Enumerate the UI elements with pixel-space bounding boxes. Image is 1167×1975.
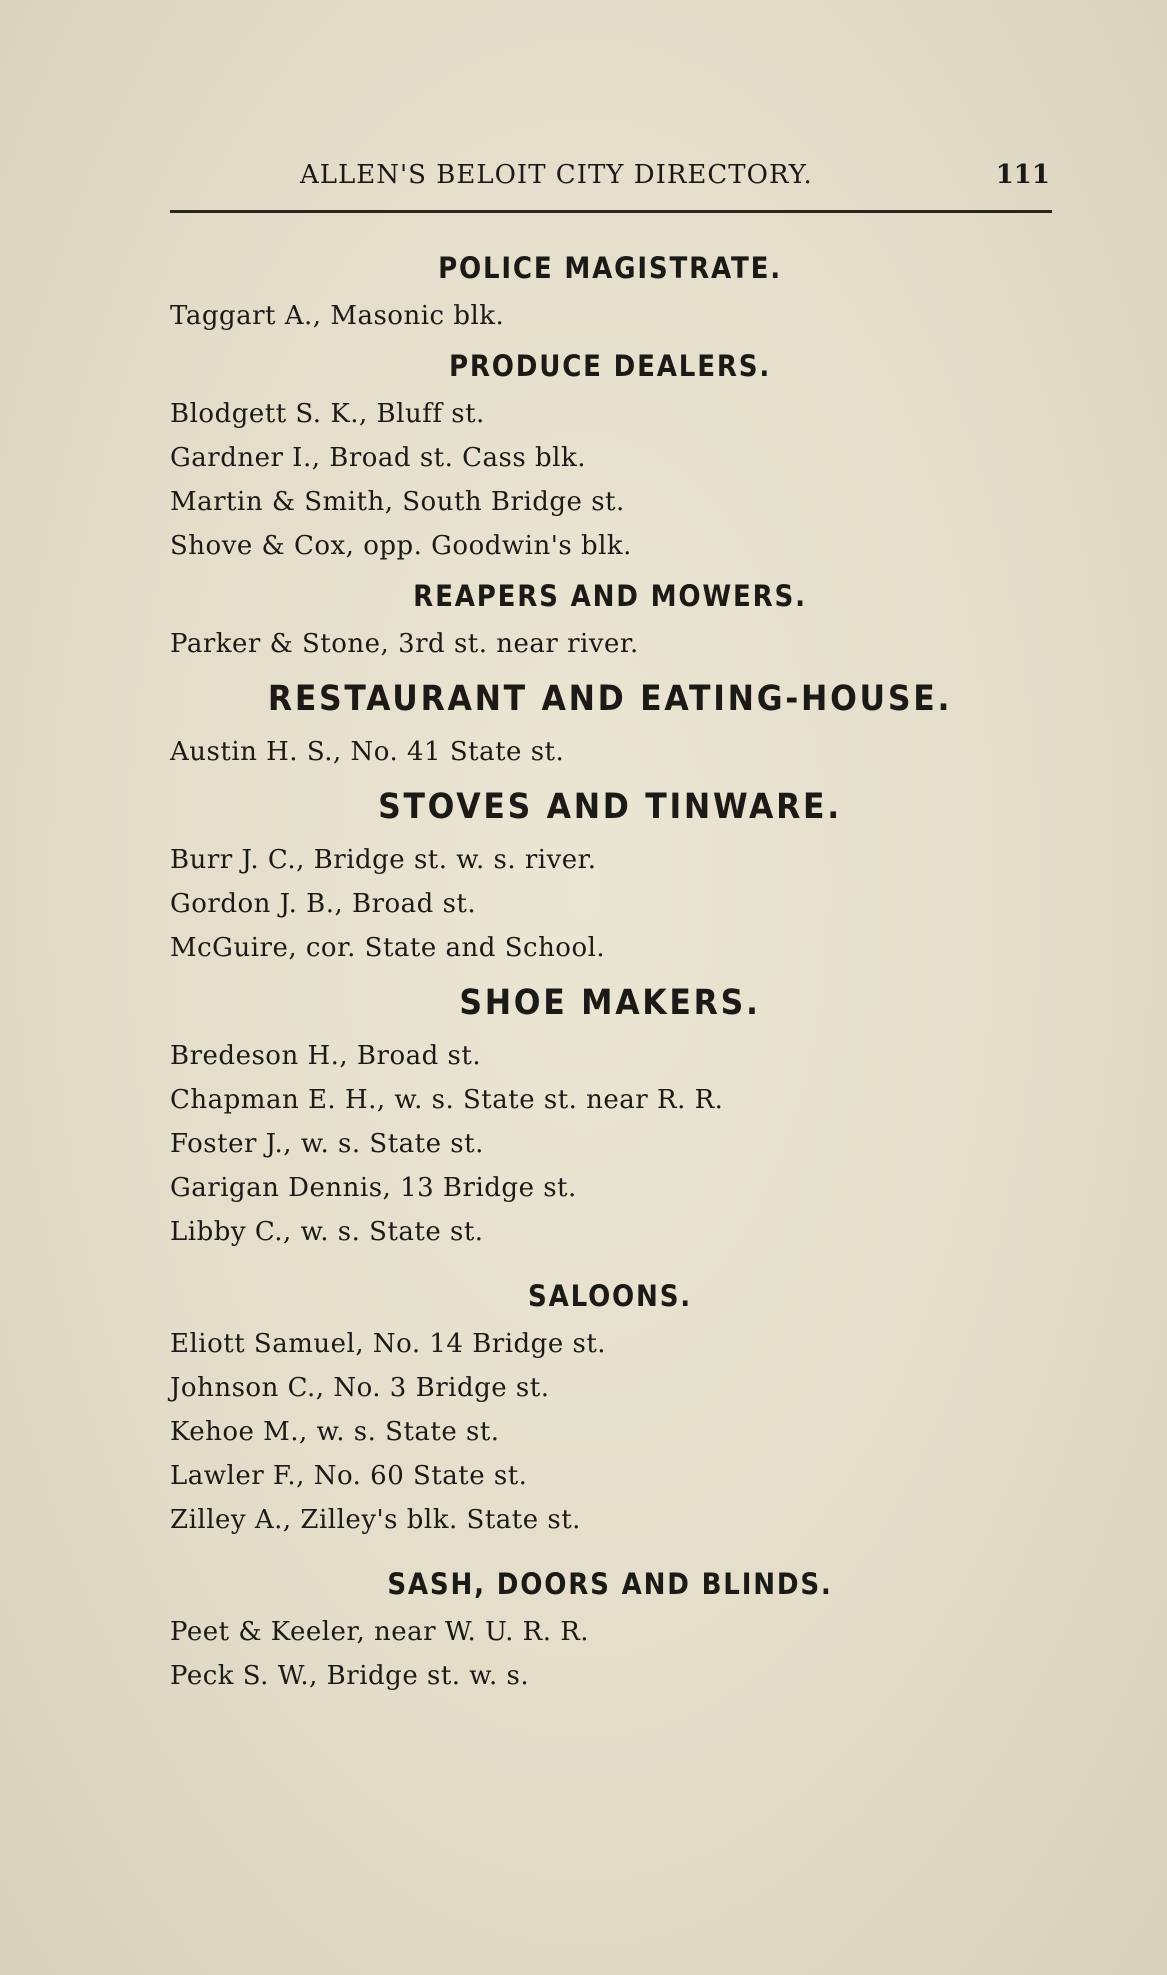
listing-entry: Libby C., w. s. State st. xyxy=(170,1217,484,1247)
section-saloons xyxy=(170,1272,1050,1542)
listing-entry: Gardner I., Broad st. Cass blk. xyxy=(170,443,586,473)
section-produce-dealers xyxy=(170,342,1050,568)
spacer xyxy=(170,1542,1050,1556)
listing-entry: Eliott Samuel, No. 14 Bridge st. xyxy=(170,1329,607,1359)
section-reapers-and-mowers xyxy=(170,572,1050,666)
section-shoe-makers xyxy=(170,974,1050,1254)
listing-entry: Gordon J. B., Broad st. xyxy=(170,889,477,919)
listing-entry: Garigan Dennis, 13 Bridge st. xyxy=(170,1173,577,1203)
listing-entry: Shove & Cox, opp. Goodwin's blk. xyxy=(170,531,632,561)
section-sash-doors-and-blinds xyxy=(170,1560,1050,1698)
listing-entry: Peet & Keeler, near W. U. R. R. xyxy=(170,1617,590,1647)
listing-entry: Zilley A., Zilley's blk. State st. xyxy=(170,1505,581,1535)
listing-entry: Kehoe M., w. s. State st. xyxy=(170,1417,500,1447)
listing-entry: Taggart A., Masonic blk. xyxy=(170,301,505,331)
section-stoves-and-tinware xyxy=(170,778,1050,970)
page-number: 111 xyxy=(995,160,1050,190)
listing-entry: Martin & Smith, South Bridge st. xyxy=(170,487,625,517)
listing-entry: Peck S. W., Bridge st. w. s. xyxy=(170,1661,530,1691)
section-heading: POLICE MAGISTRATE. xyxy=(438,251,782,285)
section-heading: PRODUCE DEALERS. xyxy=(448,349,772,383)
listing-entry: McGuire, cor. State and School. xyxy=(170,933,606,963)
section-heading: RESTAURANT AND EATING-HOUSE. xyxy=(267,679,953,719)
running-head xyxy=(170,160,1050,200)
directory-listing xyxy=(170,240,1050,1698)
section-heading: SHOE MAKERS. xyxy=(459,983,761,1023)
listing-entry: Austin H. S., No. 41 State st. xyxy=(170,737,565,767)
header-rule xyxy=(170,210,1052,213)
section-heading: STOVES AND TINWARE. xyxy=(378,787,842,827)
listing-entry: Lawler F., No. 60 State st. xyxy=(170,1461,528,1491)
listing-entry: Bredeson H., Broad st. xyxy=(170,1041,482,1071)
listing-entry: Parker & Stone, 3rd st. near river. xyxy=(170,629,639,659)
spacer xyxy=(170,1254,1050,1268)
listing-entry: Foster J., w. s. State st. xyxy=(170,1129,484,1159)
section-heading: REAPERS AND MOWERS. xyxy=(413,579,807,613)
listing-entry: Chapman E. H., w. s. State st. near R. R. xyxy=(170,1085,724,1115)
directory-title: ALLEN'S BELOIT CITY DIRECTORY. xyxy=(300,160,813,190)
section-heading: SASH, DOORS AND BLINDS. xyxy=(387,1567,833,1601)
listing-entry: Burr J. C., Bridge st. w. s. river. xyxy=(170,845,597,875)
section-heading: SALOONS. xyxy=(527,1279,693,1313)
section-police-magistrate xyxy=(170,244,1050,338)
section-restaurant-and-eating-house xyxy=(170,670,1050,774)
listing-entry: Blodgett S. K., Bluff st. xyxy=(170,399,485,429)
listing-entry: Johnson C., No. 3 Bridge st. xyxy=(170,1373,550,1403)
